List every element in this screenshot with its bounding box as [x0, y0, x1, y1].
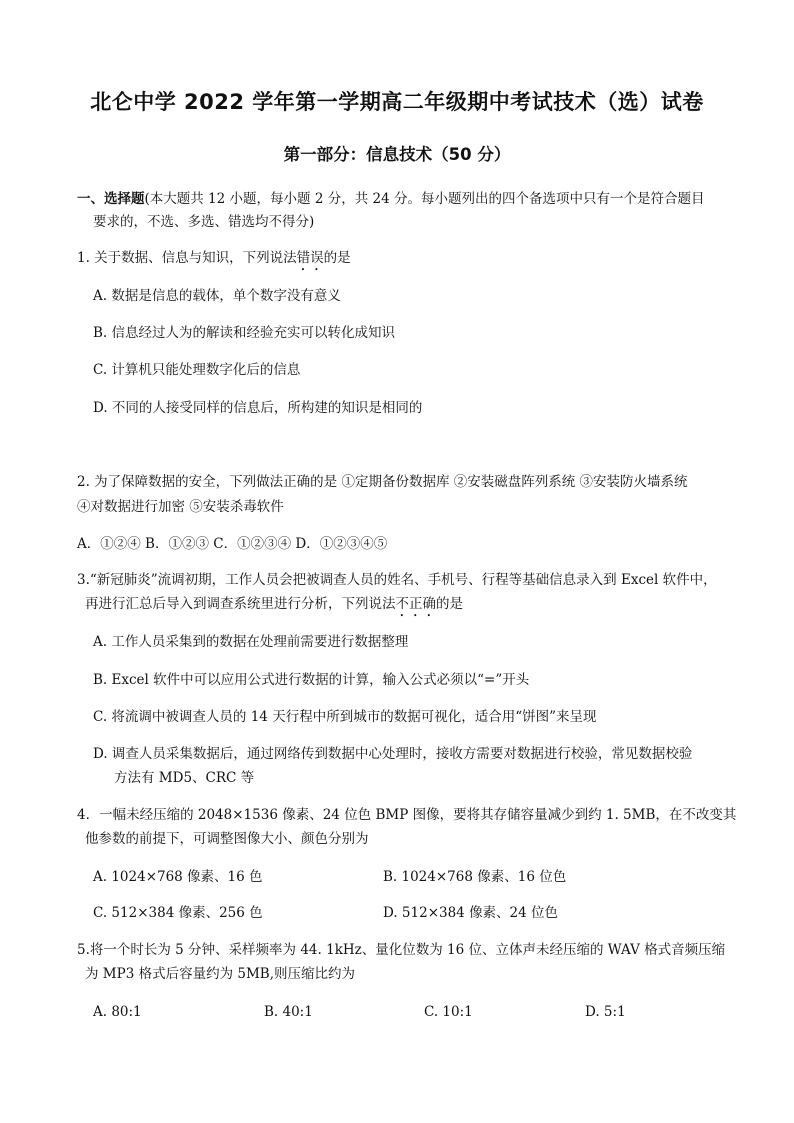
q3-option-a: A. 工作人员采集到的数据在处理前需要进行数据整理: [93, 634, 409, 650]
q1-stem-post: 的是: [323, 250, 351, 266]
q1-stem-pre: 1. 关于数据、信息与知识，下列说法: [77, 250, 297, 266]
q3-option-d-line1: D. 调查人员采集数据后，通过网络传到数据中心处理时，接收方需要对数据进行校验，常见数据校验: [93, 746, 693, 762]
exam-title: 北仑中学 2022 学年第一学期高二年级期中考试技术（选）试卷: [90, 90, 704, 114]
q3-stem-pre: 再进行汇总后导入到调查系统里进行分析，下列说法: [85, 596, 396, 612]
q5-option-c: C. 10:1: [424, 1004, 473, 1020]
q4-option-c: C. 512×384 像素、256 色: [93, 905, 263, 921]
q5-option-b: B. 40:1: [264, 1004, 313, 1020]
q3-option-b: B. Excel 软件中可以应用公式进行数据的计算，输入公式必须以“=”开头: [93, 672, 530, 688]
q4-stem-line1: 4．一幅未经压缩的 2048×1536 像素、24 位色 BMP 图像，要将其存储容量减少到约 1. 5MB，在不改变其: [77, 807, 737, 823]
q1-stem: [77, 248, 351, 274]
part-heading: 第一部分：信息技术（50 分）: [283, 145, 511, 164]
q2-stem-line2: ④对数据进行加密 ⑤安装杀毒软件: [77, 499, 284, 515]
section-intro-text: (本大题共 12 小题，每小题 2 分，共 24 分。每小题列出的四个备选项中只有一个是符合题目: [144, 191, 705, 207]
q2-stem-line1: 2. 为了保障数据的安全，下列做法正确的是 ①定期备份数据库 ②安装磁盘阵列系统 ③安装防火墙系统: [77, 474, 688, 490]
q5-option-d: D. 5:1: [585, 1004, 626, 1020]
q5-option-a: A. 80:1: [93, 1004, 142, 1020]
q5-stem-line1: 5.将一个时长为 5 分钟、采样频率为 44. 1kHz、量化位数为 16 位、立体声未经压缩的 WAV 格式音频压缩: [77, 942, 726, 958]
q3-stem-line2: [85, 594, 463, 620]
q4-stem-line2: 他参数的前提下，可调整图像大小、颜色分别为: [85, 831, 369, 847]
q4-option-b: B. 1024×768 像素、16 位色: [383, 869, 567, 885]
q1-option-a: A. 数据是信息的载体，单个数字没有意义: [93, 288, 341, 304]
q4-option-d: D. 512×384 像素、24 位色: [383, 905, 559, 921]
q2-options: A．①②④ B．①②③ C．①②③④ D．①②③④⑤: [77, 536, 388, 552]
section-intro-line1: [77, 189, 704, 209]
q3-stem-post: 的是: [436, 596, 463, 612]
q1-option-d: D. 不同的人接受同样的信息后，所构建的知识是相同的: [93, 400, 423, 416]
q3-option-d-line2: 方法有 MD5、CRC 等: [114, 770, 255, 786]
q1-stem-emphasis: 错误: [296, 250, 324, 266]
q4-option-a: A. 1024×768 像素、16 色: [93, 869, 263, 885]
q3-stem-line1: 3.“新冠肺炎”流调初期，工作人员会把被调查人员的姓名、手机号、行程等基础信息录入到 Excel 软件中，: [77, 572, 717, 588]
q3-option-c: C. 将流调中被调查人员的 14 天行程中所到城市的数据可视化，适合用“饼图”来呈现: [93, 709, 597, 725]
q1-option-c: C. 计算机只能处理数字化后的信息: [93, 362, 301, 378]
section-intro-line2: 要求的，不选、多选、错选均不得分): [93, 214, 315, 230]
section-heading: 一、选择题: [77, 191, 145, 207]
q1-option-b: B. 信息经过人为的解读和经验充实可以转化成知识: [93, 325, 396, 341]
q5-stem-line2: 为 MP3 格式后容量约为 5MB,则压缩比约为: [85, 966, 355, 982]
q3-stem-emphasis: 不正确: [395, 596, 436, 612]
